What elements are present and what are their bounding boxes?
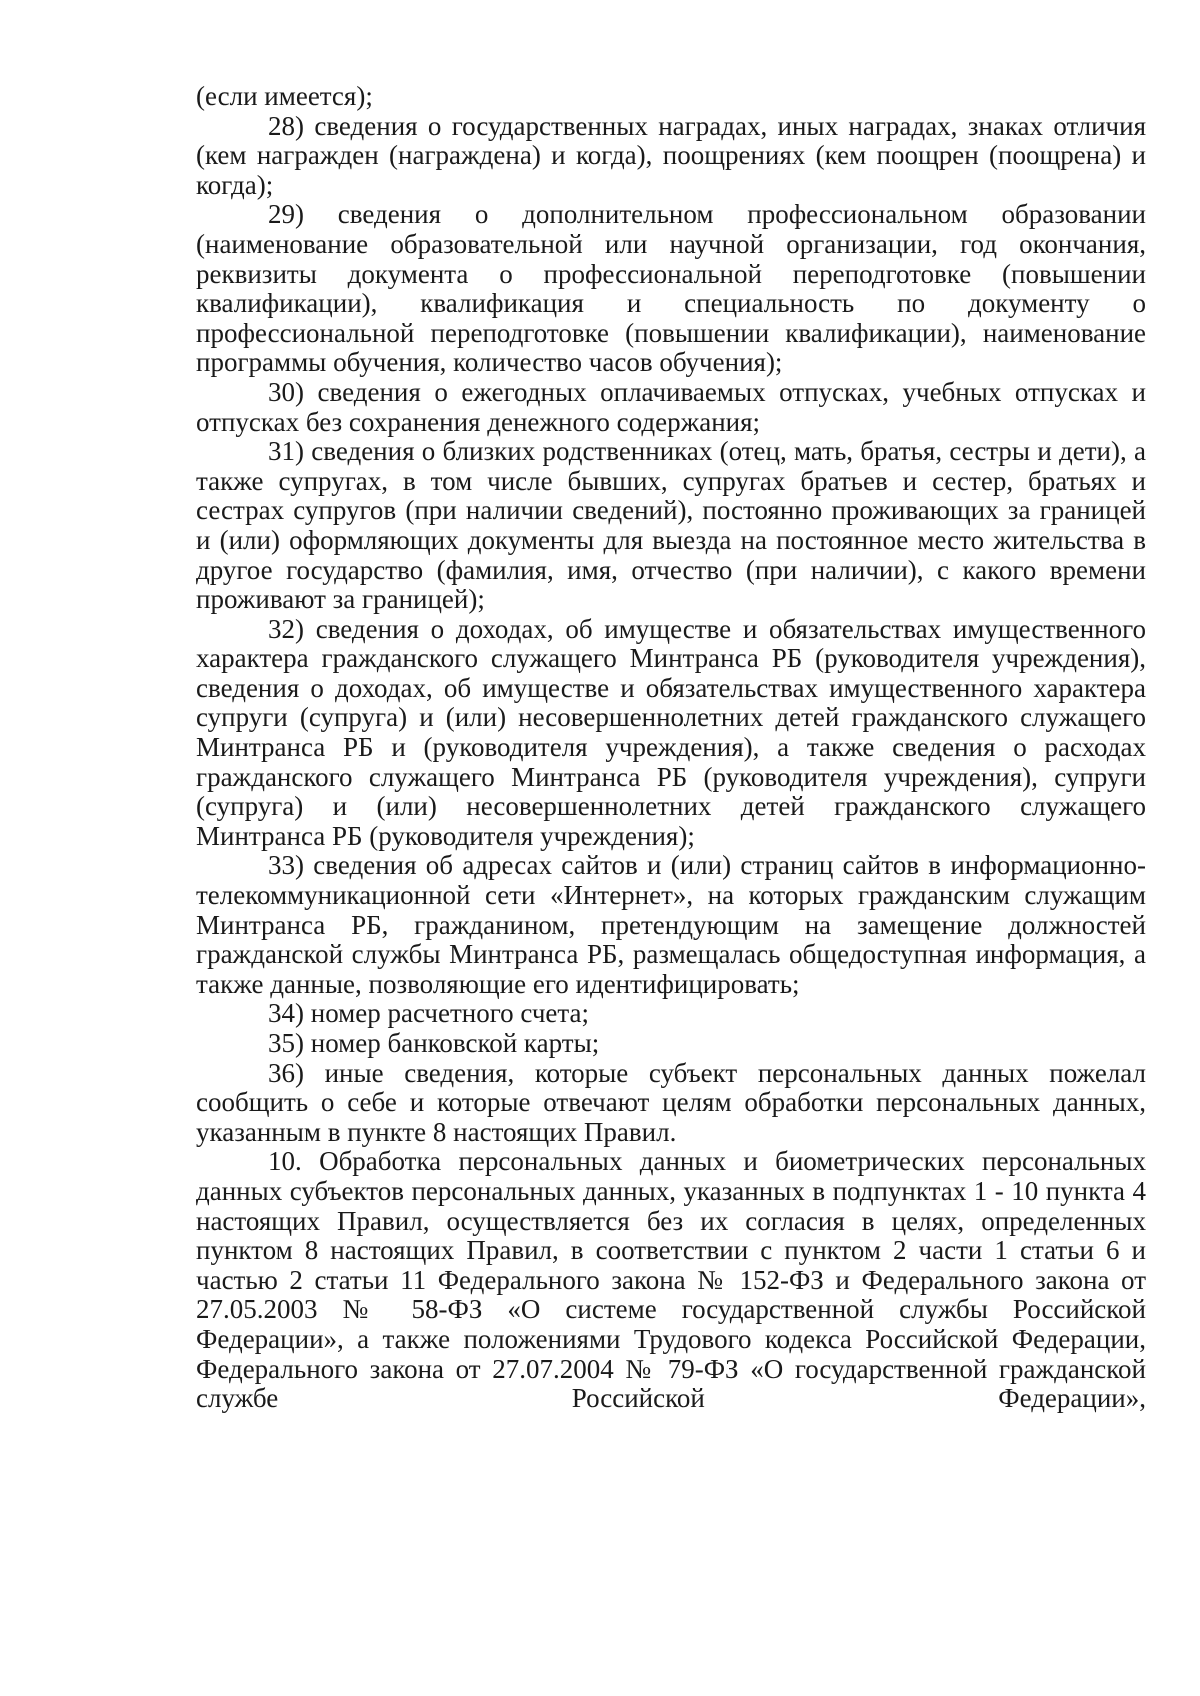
paragraph-item-34: 34) номер расчетного счета; (268, 998, 590, 1029)
paragraph-item-35: 35) номер банковской карты; (268, 1028, 600, 1058)
paragraph-clause-10: 10. Обработка персональных данных и биометрических персональных данных субъектов персональных данных, указанных в подпунктах 1 - 10 пункта 4 настоящих Правил, осуществляется без их согласия в целях, определенных пунктом 8 настоящих Правил, в соответствии с пунктом 2 части 1 статьи 6 и частью 2 статьи 11 Федерального закона № 152-ФЗ и Федерального закона от 27.05.2003 № 58-ФЗ «О системе государственной службы Российской Федерации», а также положениями Трудового кодекса Российской Федерации, Федерального закона от 27.07.2004 № 79-ФЗ «О государственной гражданской службе Российской Федерации», (196, 1146, 1146, 1414)
document-page (196, 82, 1146, 1414)
paragraph-item-28: 28) сведения о государственных наградах, иных наградах, знаках отличия (кем награжден (награждена) и когда), поощрениях (кем поощрен (поощрена) и когда); (196, 110, 1146, 200)
paragraph-item-32: 32) сведения о доходах, об имуществе и обязательствах имущественного характера гражданского служащего Минтранса РБ (руководителя учреждения), сведения о доходах, об имуществе и обязательствах имущественного характера супруги (супруга) и (или) несовершеннолетних детей гражданского служащего Минтранса РБ и (руководителя учреждения), а также сведения о расходах гражданского служащего Минтранса РБ (руководителя учреждения), супруги (супруга) и (или) несовершеннолетних детей гражданского служащего Минтранса РБ (руководителя учреждения); (196, 613, 1146, 851)
paragraph-item-36: 36) иные сведения, которые субъект персональных данных пожелал сообщить о себе и которые отвечают целям обработки персональных данных, указанным в пункте 8 настоящих Правил. (196, 1057, 1146, 1147)
paragraph-0: (если имеется); (196, 81, 373, 111)
paragraph-item-30: 30) сведения о ежегодных оплачиваемых отпусках, учебных отпусках и отпусках без сохранения денежного содержания; (196, 376, 1146, 437)
paragraph-item-31: 31) сведения о близких родственниках (отец, мать, братья, сестры и дети), а также супругах, в том числе бывших, супругах братьев и сестер, братьях и сестрах супругов (при наличии сведений), постоянно проживающих за границей и (или) оформляющих документы для выезда на постоянное место жительства в другое государство (фамилия, имя, отчество (при наличии), с какого времени проживают за границей); (196, 436, 1146, 615)
paragraph-item-29: 29) сведения о дополнительном профессиональном образовании (наименование образовательной или научной организации, год окончания, реквизиты документа о профессиональной переподготовке (повышении квалификации), квалификация и специальность по документу о профессиональной переподготовке (повышении квалификации), наименование программы обучения, количество часов обучения); (196, 199, 1146, 378)
paragraph-item-33: 33) сведения об адресах сайтов и (или) страниц сайтов в информационно-телекоммуникационной сети «Интернет», на которых гражданским служащим Минтранса РБ, гражданином, претендующим на замещение должностей гражданской службы Минтранса РБ, размещалась общедоступная информация, а также данные, позволяющие его идентифицировать; (196, 850, 1146, 999)
